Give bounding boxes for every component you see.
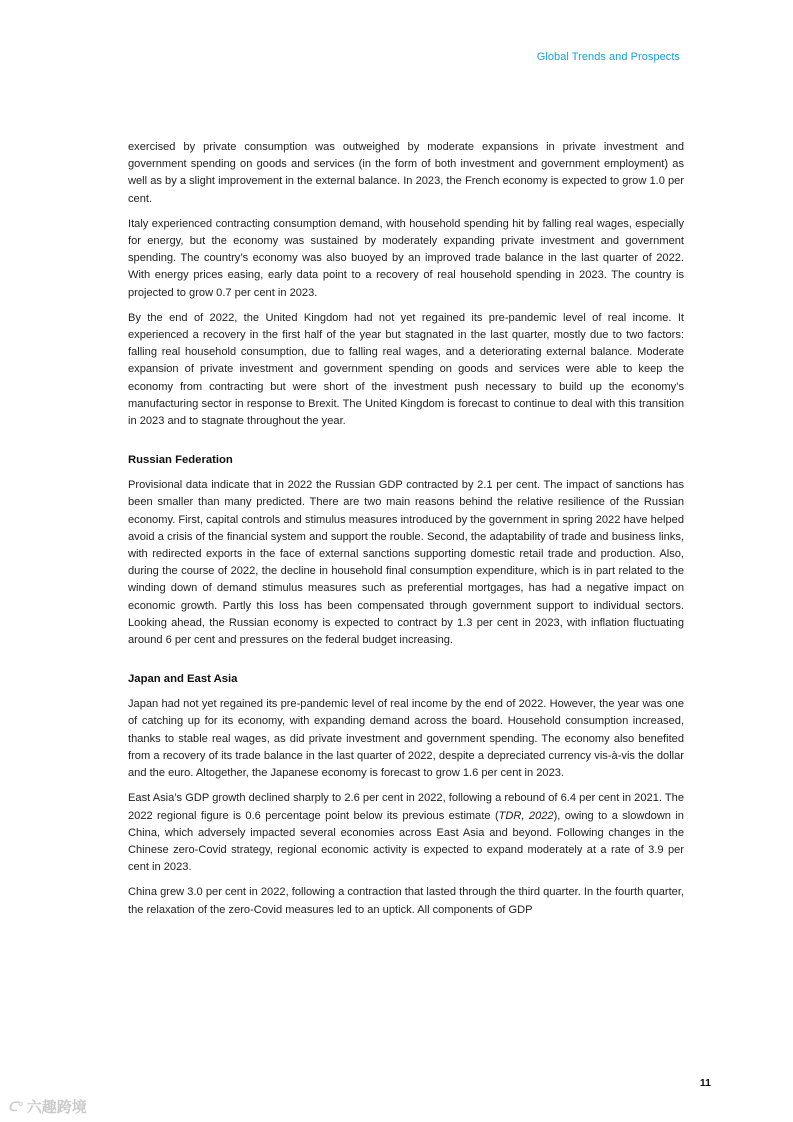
main-text-column: [128, 139, 684, 927]
watermark-logo-icon: ᑕ°: [8, 1098, 23, 1114]
watermark: [8, 1096, 87, 1117]
paragraph-china: China grew 3.0 per cent in 2022, following a contraction that lasted through the third quarter. In the fourth quarter, the relaxation of the zero-Covid measures led to an uptick. All components of GDP: [128, 886, 684, 916]
paragraph-france: exercised by private consumption was outweighed by moderate expansions in private investment and government spending on goods and services (in the form of both investment and government employment) as well as by a slight improvement in the external balance. In 2023, the French economy is expected to grow 1.0 per cent.: [128, 141, 684, 205]
paragraph-russia: Provisional data indicate that in 2022 the Russian GDP contracted by 2.1 per cent. The impact of sanctions has been smaller than many predicted. There are two main reasons behind the relative resilience of the Russian economy. First, capital controls and stimulus measures introduced by the government in spring 2022 have helped avoid a crisis of the financial system and support the rouble. Second, the adaptability of trade and business links, with redirected exports in the face of external sanctions supporting domestic retail trade and production. Also, during the course of 2022, the decline in household final consumption expenditure, which is in part related to the winding down of demand stimulus measures such as preferential mortgages, has had a negative impact on economic growth. Partly this loss has been compensated through government support to individual sectors. Looking ahead, the Russian economy is expected to contract by 1.3 per cent in 2023, with inflation fluctuating around 6 per cent and pressures on the federal budget increasing.: [128, 479, 684, 647]
paragraph-united-kingdom: By the end of 2022, the United Kingdom had not yet regained its pre-pandemic level of real income. It experienced a recovery in the first half of the year but stagnated in the last quarter, mostly due to two factors: falling real household consumption, due to falling real wages, and a deteriorating external balance. Moderate expansion of private investment and government spending on goods and services were able to keep the economy from contracting but were short of the investment push necessary to build up the economy’s manufacturing sector in response to Brexit. The United Kingdom is forecast to continue to deal with this transition in 2023 and to stagnate throughout the year.: [128, 311, 684, 428]
paragraph-italy: Italy experienced contracting consumption demand, with household spending hit by falling real wages, especially for energy, but the economy was sustained by moderately expanding private investment and government spending. The country’s economy was also buoyed by an improved trade balance in the last quarter of 2022. With energy prices easing, early data point to a recovery of real household spending in 2023. The country is projected to grow 0.7 per cent in 2023.: [128, 217, 684, 299]
tdr-citation: TDR, 2022: [498, 809, 554, 822]
section-heading-japan-east-asia: Japan and East Asia: [128, 673, 238, 686]
paragraph-japan: Japan had not yet regained its pre-pandemic level of real income by the end of 2022. However, the year was one of catching up for its economy, with expanding demand across the board. Household consumption increased, thanks to stable real wages, as did private investment and government spending. The economy also benefited from a recovery of its trade balance in the last quarter of 2022, despite a depreciated currency vis-à-vis the dollar and the euro. Altogether, the Japanese economy is forecast to grow 1.6 per cent in 2023.: [128, 698, 684, 780]
page-number: 11: [699, 1077, 711, 1089]
section-heading-russian-federation: Russian Federation: [128, 454, 233, 467]
paragraph-east-asia: [128, 790, 684, 876]
east-asia-text-start: East Asia’s GDP growth declined sharply to 2.6 per cent in 2022, following a rebound of 6.4 per cent in 2021. The 2022 regional figure is 0.6 percentage point below its previous estimate (: [128, 792, 684, 822]
running-header-title: Global Trends and Prospects: [536, 51, 680, 63]
east-asia-text-end: ), owing to a slowdown in China, which adversely impacted several economies across East Asia and beyond. Following changes in the Chinese zero-Covid strategy, regional economic activity is expected to expand moderately at a rate of 3.9 per cent in 2023.: [128, 809, 684, 874]
watermark-text: 六趣跨境: [26, 1099, 87, 1116]
